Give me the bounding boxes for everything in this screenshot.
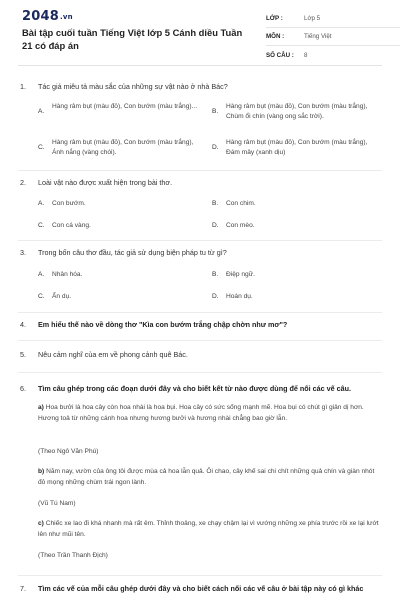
option-text: Con chim. bbox=[226, 200, 256, 207]
option-letter: D. bbox=[212, 222, 219, 229]
option-d[interactable] bbox=[212, 292, 382, 302]
option-letter: A. bbox=[38, 271, 45, 278]
option-c[interactable] bbox=[38, 138, 198, 157]
option-text: Hàng râm bụt (màu đỏ), Con bướm (màu trắng), Chùm ổi chín (vàng ong sắc trời). bbox=[226, 103, 368, 120]
option-text: Con bướm. bbox=[52, 200, 86, 207]
option-b[interactable] bbox=[212, 199, 382, 209]
option-b[interactable] bbox=[212, 102, 382, 121]
option-text: Con cá vàng. bbox=[52, 222, 91, 229]
passage-text: Hoa bưởi là hoa cây còn hoa nhài là hoa bụi. Hoa cây có sức sống mạnh mẽ. Hoa bụi có chút gì giản dị hơn. Hương toả từ những cánh hoa nhưng hương bưởi và hương nhài chẳng bao giờ lẫn. bbox=[38, 404, 364, 422]
option-b[interactable] bbox=[212, 270, 382, 280]
meta-row-subject bbox=[266, 28, 400, 46]
question-7 bbox=[20, 584, 382, 594]
meta-info bbox=[266, 10, 400, 64]
option-letter: A. bbox=[38, 108, 45, 115]
question-6 bbox=[20, 384, 382, 394]
question-number: 3. bbox=[20, 248, 26, 257]
question-1 bbox=[20, 82, 382, 92]
meta-row-count bbox=[266, 46, 400, 64]
question-5 bbox=[20, 350, 382, 360]
option-letter: D. bbox=[212, 293, 219, 300]
page-title: Bài tập cuối tuần Tiếng Việt lớp 5 Cánh diều Tuần 21 có đáp án bbox=[22, 27, 243, 51]
meta-value: 8 bbox=[304, 51, 308, 59]
question-number: 1. bbox=[20, 82, 26, 91]
site-logo[interactable]: 2048.vn bbox=[22, 9, 73, 24]
option-text: Hàng râm bụt (màu đỏ), Con bướm (màu trắng), Đám mây (xanh dịu) bbox=[226, 139, 368, 156]
option-letter: C. bbox=[38, 144, 45, 151]
passage-text: Năm nay, vườn của ông tôi được mùa cả hoa lẫn quả. Ôi chao, cây khế sai chi chít những quả chín và giàn nhót đỏ mọng những chùm trái ngon lành. bbox=[38, 468, 375, 486]
option-letter: C. bbox=[38, 293, 45, 300]
passage-source: (Vũ Tú Nam) bbox=[38, 500, 76, 507]
question-3 bbox=[20, 248, 382, 258]
option-letter: D. bbox=[212, 144, 219, 151]
option-text: Con mèo. bbox=[226, 222, 255, 229]
option-c[interactable] bbox=[38, 221, 198, 231]
meta-value: Tiếng Việt bbox=[304, 33, 332, 40]
option-text: Điệp ngữ. bbox=[226, 271, 255, 278]
page-header bbox=[18, 0, 382, 66]
option-letter: A. bbox=[38, 200, 45, 207]
passage-source: (Theo Trần Thanh Địch) bbox=[38, 552, 108, 559]
divider bbox=[18, 240, 382, 241]
question-number: 5. bbox=[20, 350, 26, 359]
option-d[interactable] bbox=[212, 138, 382, 157]
option-text: Hàng râm bụt (màu đỏ), Con bướm (màu trắng), Ánh nắng (vàng chói). bbox=[52, 139, 194, 156]
passage-b bbox=[38, 466, 382, 488]
question-text: Tìm các vế của mỗi câu ghép dưới đây và cho biết cách nối các vế câu ở bài tập này có gì khác bbox=[38, 584, 364, 593]
passage-label: c) bbox=[38, 520, 44, 527]
question-number: 7. bbox=[20, 584, 26, 593]
question-text: Em hiểu thế nào về dòng thơ "Kìa con bướm trắng chập chờn như mơ"? bbox=[38, 320, 288, 329]
passage-a bbox=[38, 402, 382, 424]
divider bbox=[18, 372, 382, 373]
question-number: 6. bbox=[20, 384, 26, 393]
option-text: Ẩn dụ. bbox=[52, 293, 72, 300]
passage-label: a) bbox=[38, 404, 44, 411]
divider bbox=[18, 340, 382, 341]
question-text: Tìm câu ghép trong các đoạn dưới đây và cho biết kết từ nào được dùng để nối các vế câu. bbox=[38, 384, 351, 393]
passage-label: b) bbox=[38, 468, 45, 475]
option-text: Hoán dụ. bbox=[226, 293, 253, 300]
meta-key: SỐ CÂU : bbox=[266, 51, 294, 59]
meta-value: Lớp 5 bbox=[304, 15, 321, 22]
option-letter: B. bbox=[212, 271, 219, 278]
meta-key: LỚP : bbox=[266, 15, 283, 22]
option-a[interactable] bbox=[38, 270, 198, 280]
option-letter: B. bbox=[212, 108, 219, 115]
question-number: 4. bbox=[20, 320, 26, 329]
meta-key: MÔN : bbox=[266, 33, 285, 40]
meta-row-class bbox=[266, 10, 400, 28]
passage-text: Chiếc xe lao đi khá nhanh mà rất êm. Thỉnh thoảng, xe chạy chậm lại vì vướng những xe phía trước rồi xe lại lướt lên như mũi tên. bbox=[38, 520, 379, 538]
divider bbox=[18, 312, 382, 313]
option-a[interactable] bbox=[38, 199, 198, 209]
divider bbox=[18, 575, 382, 576]
option-text: Nhân hóa. bbox=[52, 271, 83, 278]
question-text: Tác giả miêu tả màu sắc của những sự vật nào ở nhà Bác? bbox=[38, 82, 228, 91]
option-a[interactable] bbox=[38, 102, 198, 115]
option-text: Hàng râm bụt (màu đỏ), Con bướm (màu trắng)... bbox=[52, 103, 198, 110]
question-text: Nêu cảm nghĩ của em về phong cảnh quê Bác. bbox=[38, 350, 188, 359]
option-c[interactable] bbox=[38, 292, 198, 302]
option-d[interactable] bbox=[212, 221, 382, 231]
question-text: Loài vật nào được xuất hiện trong bài thơ. bbox=[38, 178, 173, 187]
question-text: Trong bốn câu thơ đầu, tác giả sử dụng biện pháp tu từ gì? bbox=[38, 248, 227, 257]
option-letter: B. bbox=[212, 200, 219, 207]
question-number: 2. bbox=[20, 178, 26, 187]
question-4 bbox=[20, 320, 382, 330]
divider bbox=[18, 170, 382, 171]
passage-source: (Theo Ngô Văn Phú) bbox=[38, 448, 99, 455]
option-letter: C. bbox=[38, 222, 45, 229]
passage-c bbox=[38, 518, 382, 540]
question-2 bbox=[20, 178, 382, 188]
